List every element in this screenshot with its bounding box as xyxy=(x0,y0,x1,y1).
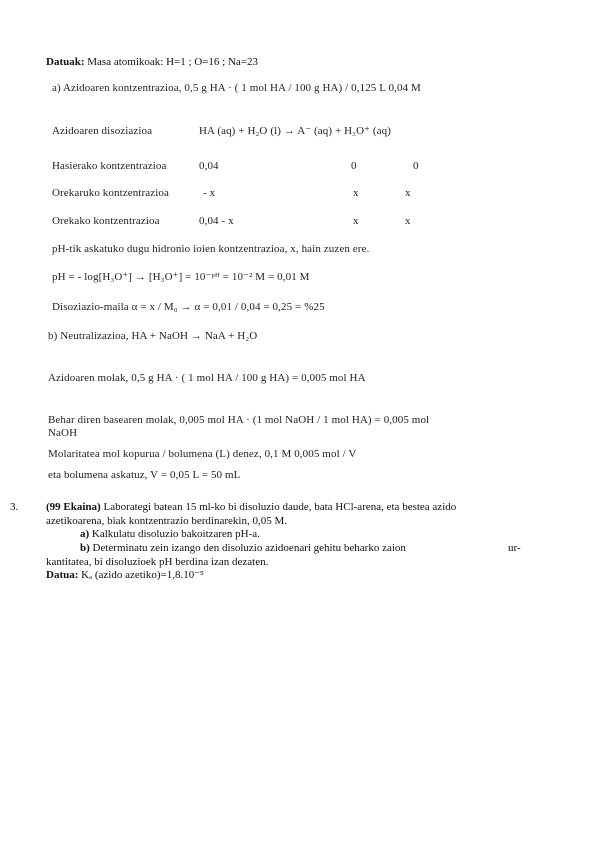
datuak-line xyxy=(46,56,258,69)
dissociation-degree: Disoziazio-maila α = x / M₀ → α = 0,01 / 0,04 = 0,25 = %25 xyxy=(52,301,325,313)
item-b-text: Determinatu zein izango den disoluzio azidoenari gehitu beharko zaion xyxy=(89,542,406,554)
problem-item-b-line-2: kantitatea, bi disoluzioek pH berdina izan dezaten. xyxy=(46,556,269,568)
problem-statement-text: Laborategi batean 15 ml-ko bi disoluzio daude, bata HCl-arena, eta bestea azido xyxy=(100,501,457,513)
item-a-label: a) xyxy=(80,528,90,540)
item-b-label: b) xyxy=(80,542,90,554)
dissociation-equation: HA (aq) + H₂O (l) → A⁻ (aq) + H₃O⁺ (aq) xyxy=(199,125,391,137)
datuak-label: Datuak: xyxy=(46,56,85,68)
row-eq-h3o: x xyxy=(405,215,411,227)
volume-line: eta bolumena askatuz, V = 0,05 L = 50 mL xyxy=(48,469,241,481)
problem-item-b xyxy=(80,542,406,555)
data-label: Datua: xyxy=(46,569,79,581)
concentration-line: a) Azidoaren kontzentrazioa, 0,5 g HA · ( 1 mol HA / 100 g HA) / 0,125 L 0,04 M xyxy=(52,82,421,94)
problem-data-line xyxy=(46,569,204,582)
datuak-text: Masa atomikoak: H=1 ; O=16 ; Na=23 xyxy=(84,56,259,68)
problem-number: 3. xyxy=(10,501,19,513)
problem-statement-line-1 xyxy=(46,501,456,514)
base-moles-line: Behar diren basearen molak, 0,005 mol HA · (1 mol NaOH / 1 mol HA) = 0,005 mol xyxy=(48,414,430,426)
problem-date: (99 Ekaina) xyxy=(46,501,101,513)
data-text: Kₐ (azido azetiko)=1,8.10⁻⁵ xyxy=(78,569,204,581)
row-initial-h3o: 0 xyxy=(413,160,419,172)
molarity-line: Molaritatea mol kopurua / bolumena (L) denez, 0,1 M 0,005 mol / V xyxy=(48,448,357,460)
acid-moles-line: Azidoaren molak, 0,5 g HA · ( 1 mol HA / 100 g HA) = 0,005 mol HA xyxy=(48,372,366,384)
problem-item-a xyxy=(80,528,260,541)
item-a-text: Kalkulatu disoluzio bakoitzaren pH-a. xyxy=(89,528,260,540)
dissociation-label: Azidoaren disoziazioa xyxy=(52,125,153,137)
neutralization-line: b) Neutralizazioa, HA + NaOH → NaA + H₂O xyxy=(48,330,258,342)
row-eq-label: Orekako kontzentrazioa xyxy=(52,215,160,227)
row-initial-ha: 0,04 xyxy=(199,160,219,172)
row-initial-label: Hasierako kontzentrazioa xyxy=(52,160,167,172)
base-moles-line-2: NaOH xyxy=(48,427,78,439)
row-change-a: x xyxy=(353,187,359,199)
row-eq-a: x xyxy=(353,215,359,227)
row-eq-ha: 0,04 - x xyxy=(199,215,234,227)
row-change-label: Orekaruko kontzentrazioa xyxy=(52,187,169,199)
row-change-ha: - x xyxy=(203,187,216,199)
problem-statement-line-2: azetikoarena, biak kontzentrazio berdinarekin, 0,05 M. xyxy=(46,515,287,527)
row-initial-a: 0 xyxy=(351,160,357,172)
row-change-h3o: x xyxy=(405,187,411,199)
ph-calculation: pH = - log[H₃O⁺] → [H₃O⁺] = 10⁻ᵖᴴ = 10⁻² M = 0,01 M xyxy=(52,271,310,283)
item-b-tail: ur- xyxy=(508,542,521,554)
ph-note: pH-tik askatuko dugu hidronio ioien kontzentrazioa, x, hain zuzen ere. xyxy=(52,243,370,255)
